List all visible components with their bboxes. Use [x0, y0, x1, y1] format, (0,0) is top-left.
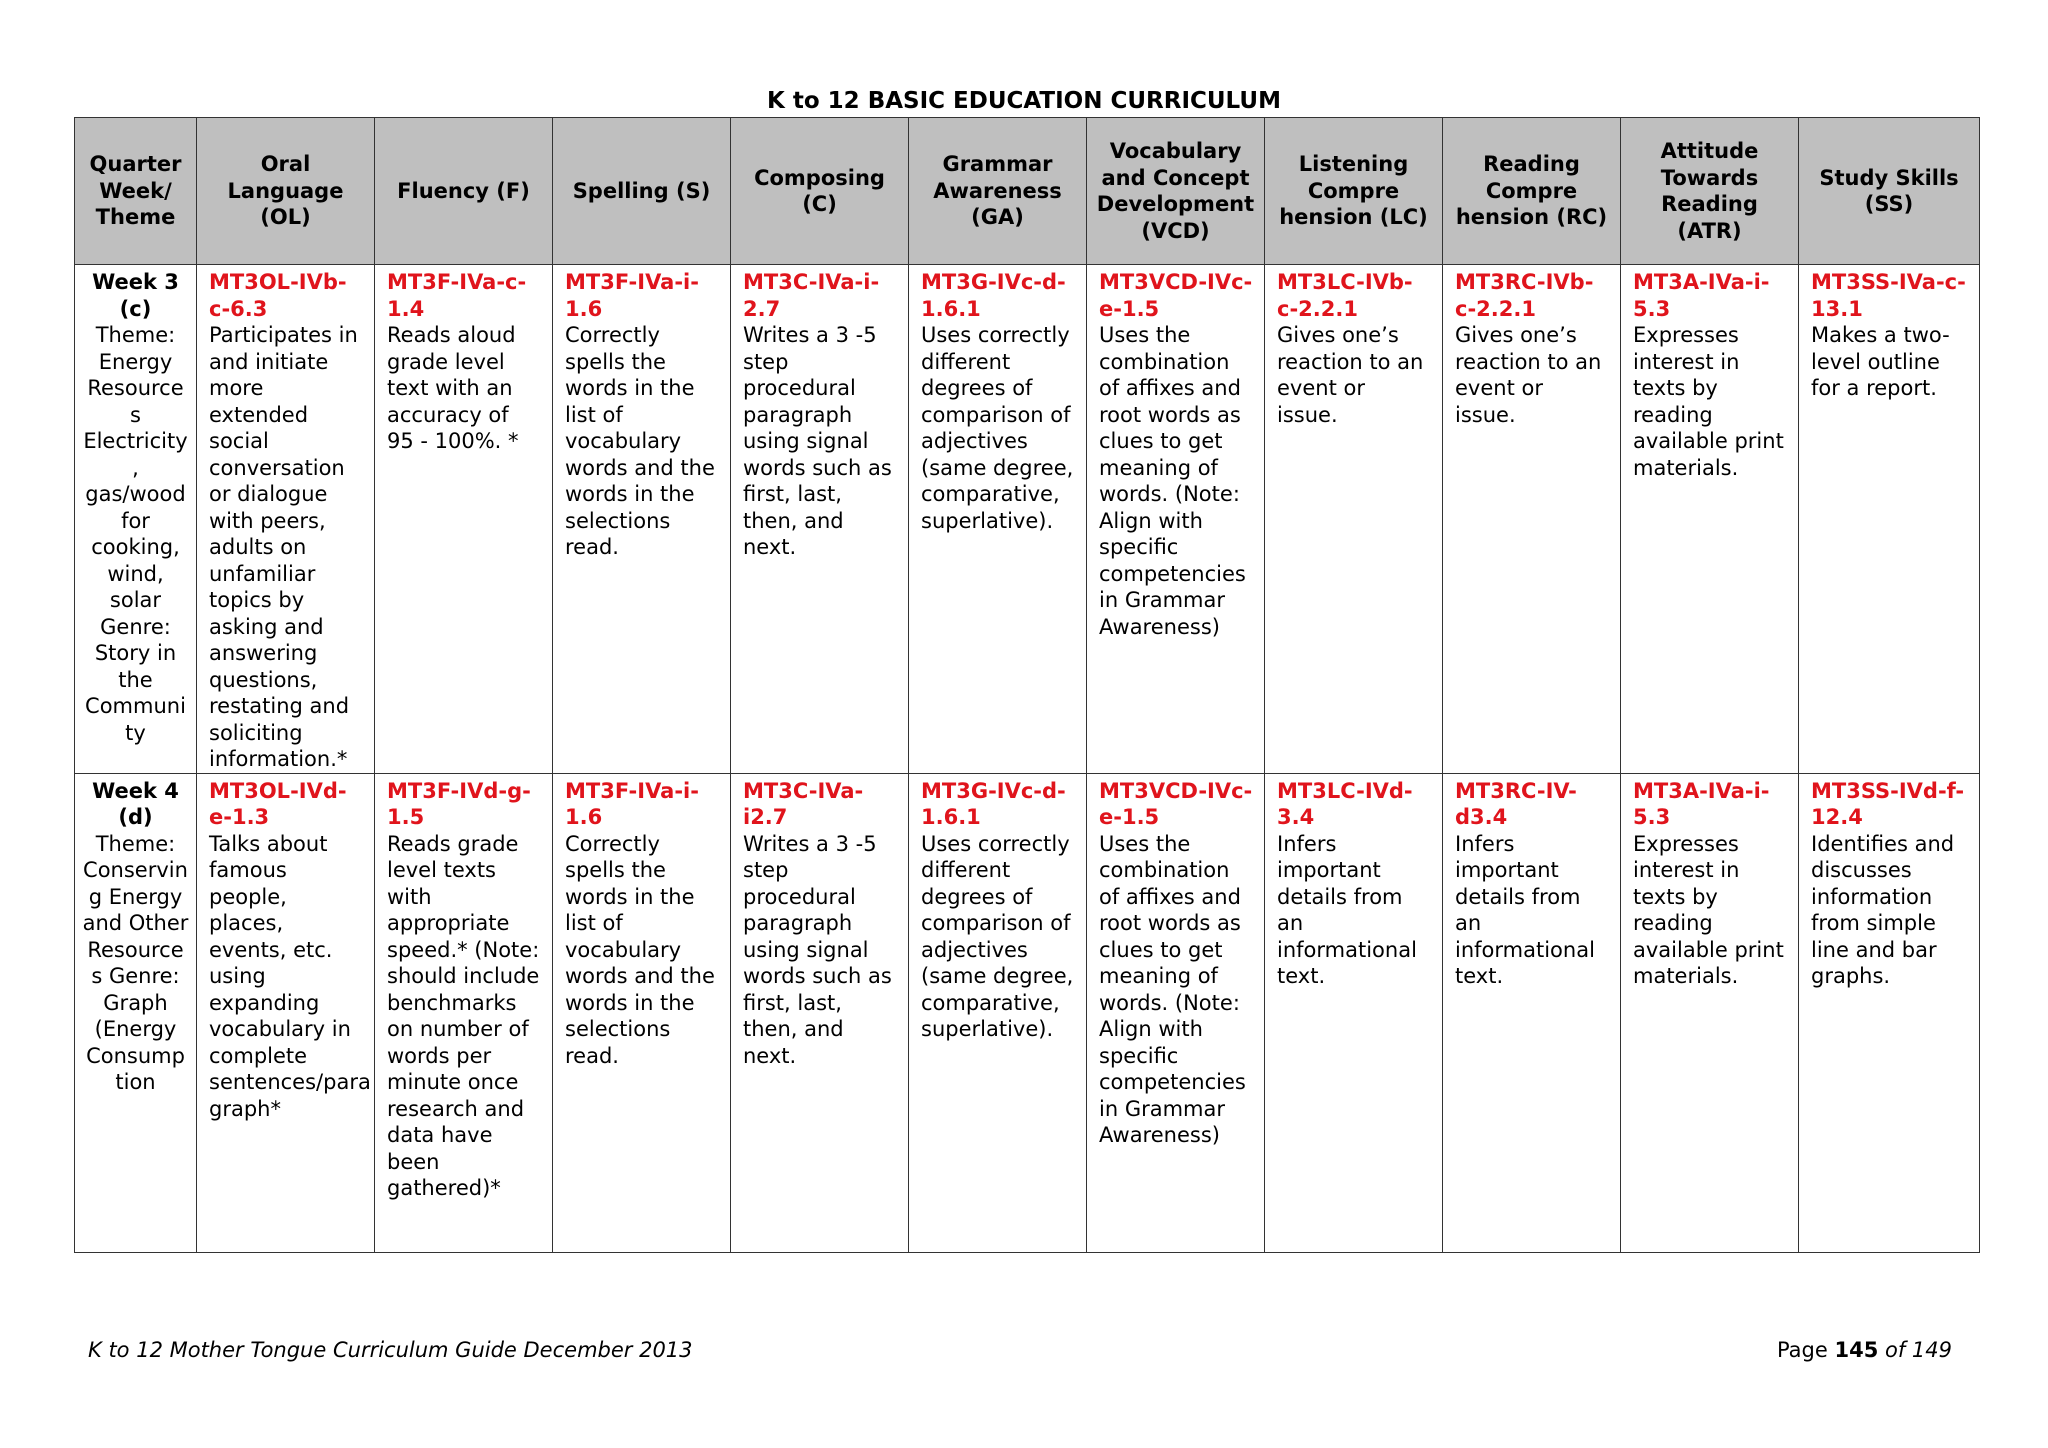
header-study-skills: Study Skills (SS): [1799, 118, 1980, 265]
header-attitude-towards-reading: Attitude Towards Reading (ATR): [1621, 118, 1799, 265]
competency-text: Uses correctly different degrees of comparison of adjectives (same degree, comparative, superlative).: [921, 323, 1074, 533]
competency-code: MT3A-IVa-i-5.3: [1633, 778, 1770, 829]
header-composing: Composing (C): [731, 118, 909, 265]
curriculum-table: [74, 117, 1980, 1253]
competency-text: Gives one’s reaction to an event or issue.: [1455, 323, 1602, 427]
header-oral-language: Oral Language (OL): [197, 118, 375, 265]
competency-cell: [1799, 265, 1980, 774]
competency-text: Identifies and discusses information from simple line and bar graphs.: [1811, 831, 1955, 988]
theme-text: Theme: Energy Resource s Electricity , gas/wood for cooking, wind, solar Genre: Story in the Communi ty: [83, 323, 188, 745]
competency-code: MT3G-IVc-d-1.6.1: [921, 270, 1066, 321]
header-grammar-awareness: Grammar Awareness (GA): [909, 118, 1087, 265]
page-title: K to 12 BASIC EDUCATION CURRICULUM: [767, 88, 1281, 114]
footer-guide-title: K to 12 Mother Tongue Curriculum Guide December 2013: [88, 1338, 693, 1362]
competency-code: MT3F-IVa-c-1.4: [387, 270, 527, 321]
header-listening-comprehension: Listening Compre hension (LC): [1265, 118, 1443, 265]
competency-cell: [1443, 773, 1621, 1252]
competency-code: MT3LC-IVb-c-2.2.1: [1277, 270, 1413, 321]
competency-code: MT3C-IVa-i2.7: [743, 778, 864, 829]
table-row: [75, 265, 1980, 774]
competency-cell: [1265, 773, 1443, 1252]
competency-text: Writes a 3 -5 step procedural paragraph using signal words such as first, last, then, and next.: [743, 831, 892, 1068]
competency-code: MT3G-IVc-d-1.6.1: [921, 778, 1066, 829]
competency-cell: [375, 773, 553, 1252]
competency-code: MT3SS-IVd-f-12.4: [1811, 778, 1965, 829]
header-spelling: Spelling (S): [553, 118, 731, 265]
competency-text: Makes a two-level outline for a report.: [1811, 323, 1950, 400]
competency-cell: [1621, 773, 1799, 1252]
competency-cell: [1087, 773, 1265, 1252]
competency-code: MT3OL-IVd-e-1.3: [209, 778, 347, 829]
competency-code: MT3VCD-IVc-e-1.5: [1099, 778, 1253, 829]
week-cell: [75, 265, 197, 774]
theme-text: Theme: Conservin g Energy and Other Resource s Genre: Graph (Energy Consump tion: [82, 831, 189, 1094]
footer-page-number: [1777, 1338, 1952, 1362]
competency-cell: [909, 773, 1087, 1252]
competency-code: MT3LC-IVd-3.4: [1277, 778, 1413, 829]
competency-code: MT3RC-IV-d3.4: [1455, 778, 1577, 829]
table-row: [75, 773, 1980, 1252]
competency-cell: [375, 265, 553, 774]
header-quarter-week-theme: Quarter Week/ Theme: [75, 118, 197, 265]
competency-code: MT3C-IVa-i-2.7: [743, 270, 880, 321]
total-pages: of 149: [1885, 1338, 1952, 1362]
competency-text: Infers important details from an informational text.: [1277, 831, 1417, 988]
competency-cell: [909, 265, 1087, 774]
competency-text: Gives one’s reaction to an event or issue.: [1277, 323, 1424, 427]
competency-code: MT3F-IVa-i-1.6: [565, 270, 699, 321]
competency-text: Correctly spells the words in the list of vocabulary words and the words in the selections read.: [565, 831, 715, 1068]
competency-text: Writes a 3 -5 step procedural paragraph using signal words such as first, last, then, and next.: [743, 323, 892, 559]
competency-code: MT3F-IVd-g-1.5: [387, 778, 531, 829]
competency-cell: [553, 265, 731, 774]
competency-text: Expresses interest in texts by reading available print materials.: [1633, 323, 1784, 480]
competency-text: Reads grade level texts with appropriate speed.* (Note: should include benchmarks on number of words per minute once research and data have been gathered)*: [387, 831, 540, 1200]
header-reading-comprehension: Reading Compre hension (RC): [1443, 118, 1621, 265]
competency-cell: [197, 265, 375, 774]
competency-text: Correctly spells the words in the list of vocabulary words and the words in the selections read.: [565, 323, 715, 559]
header-fluency: Fluency (F): [375, 118, 553, 265]
current-page: 145: [1834, 1338, 1879, 1362]
competency-code: MT3A-IVa-i-5.3: [1633, 270, 1770, 321]
week-cell: [75, 773, 197, 1252]
competency-text: Uses the combination of affixes and root words as clues to get meaning of words. (Note: Align with specific competencies in Grammar Awareness): [1099, 831, 1246, 1147]
competency-code: MT3OL-IVb-c-6.3: [209, 270, 347, 321]
competency-text: Talks about famous people, places, events, etc. using expanding vocabulary in complete sentences/para graph*: [209, 831, 371, 1121]
competency-cell: [731, 773, 909, 1252]
page-label: Page: [1776, 1338, 1828, 1362]
week-label: Week 3 (c): [92, 270, 179, 321]
competency-text: Infers important details from an informational text.: [1455, 831, 1595, 988]
competency-cell: [197, 773, 375, 1252]
week-label: Week 4 (d): [92, 778, 179, 829]
competency-cell: [1799, 773, 1980, 1252]
competency-text: Uses correctly different degrees of comparison of adjectives (same degree, comparative, superlative).: [921, 831, 1074, 1041]
competency-cell: [1443, 265, 1621, 774]
competency-text: Uses the combination of affixes and root words as clues to get meaning of words. (Note: Align with specific competencies in Grammar Awareness): [1099, 323, 1246, 639]
header-vocabulary-concept-development: Vocabulary and Concept Development (VCD): [1087, 118, 1265, 265]
competency-code: MT3SS-IVa-c-13.1: [1811, 270, 1966, 321]
competency-cell: [1087, 265, 1265, 774]
competency-cell: [553, 773, 731, 1252]
competency-code: MT3VCD-IVc-e-1.5: [1099, 270, 1253, 321]
competency-text: Reads aloud grade level text with an accuracy of 95 - 100%. *: [387, 323, 519, 453]
competency-text: Expresses interest in texts by reading available print materials.: [1633, 831, 1784, 988]
competency-cell: [1265, 265, 1443, 774]
competency-text: Participates in and initiate more extended social conversation or dialogue with peers, adults on unfamiliar topics by asking and answering questions, restating and soliciting information.*: [209, 323, 358, 771]
competency-cell: [1621, 265, 1799, 774]
competency-code: MT3RC-IVb-c-2.2.1: [1455, 270, 1594, 321]
competency-code: MT3F-IVa-i-1.6: [565, 778, 699, 829]
competency-cell: [731, 265, 909, 774]
header-row: [75, 118, 1980, 265]
